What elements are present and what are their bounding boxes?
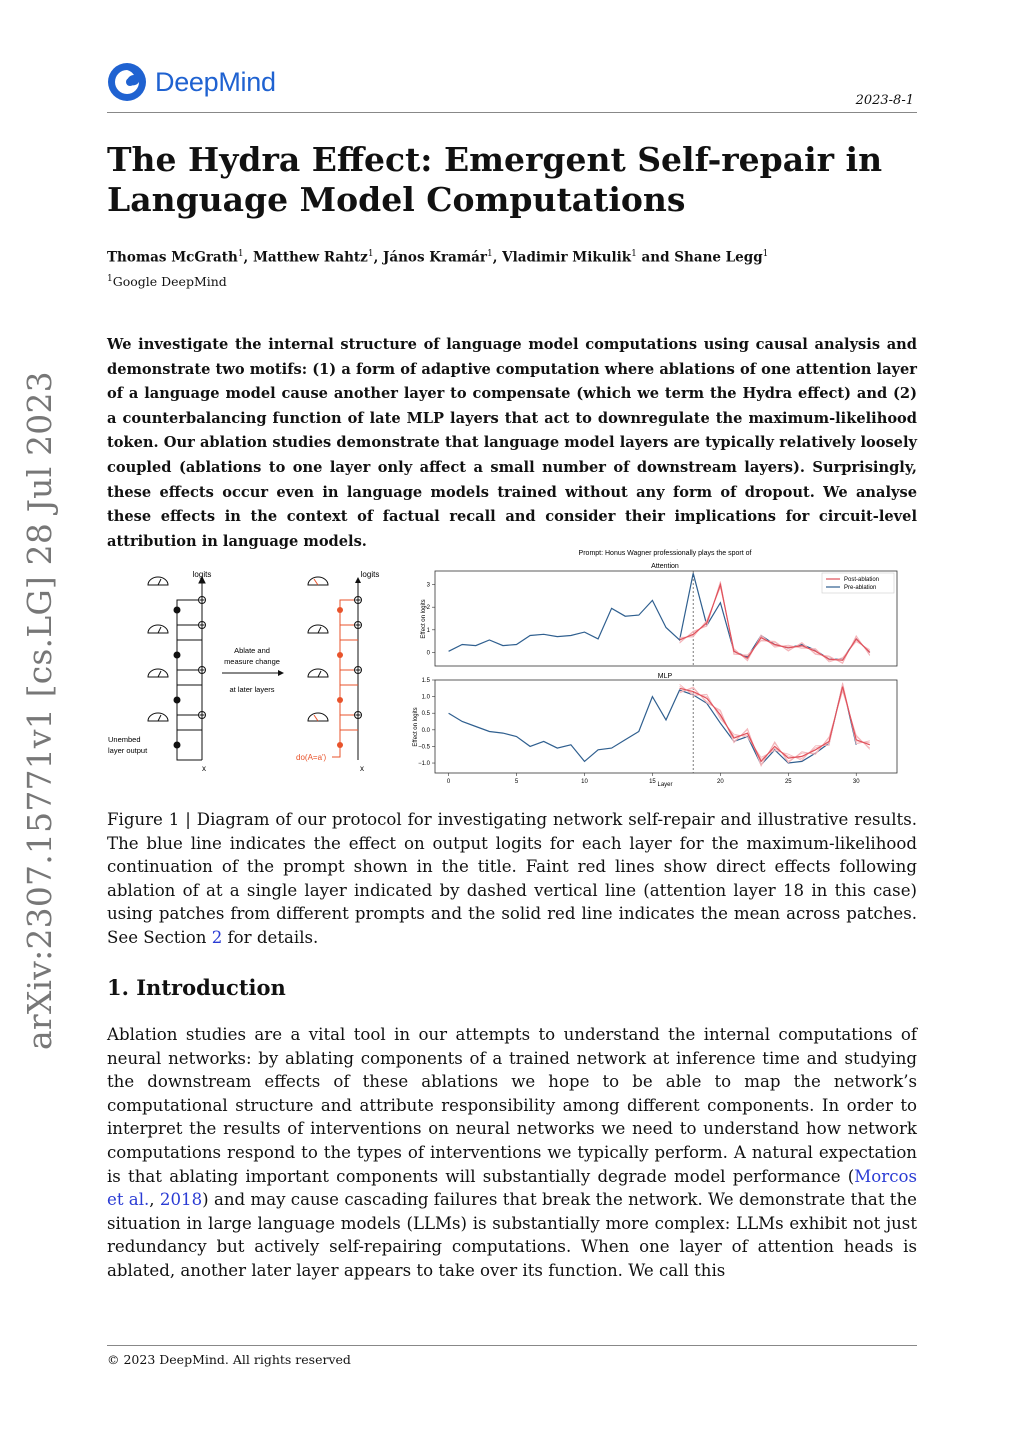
attention-ytick-label: 0	[426, 650, 430, 657]
unembed-label: Unembed	[108, 735, 141, 744]
author: Thomas McGrath	[107, 249, 238, 266]
mlp-xtick-label: 30	[852, 779, 860, 785]
attention-ytick-label: 1	[426, 627, 430, 634]
brand-name: DeepMind	[155, 66, 276, 97]
author: Vladimir Mikulik	[502, 249, 632, 266]
author: Matthew Rahtz	[252, 249, 368, 266]
attention-post-ablation-patch-line	[680, 587, 870, 662]
arxiv-identifier: arXiv:2307.15771v1 [cs.LG] 28 Jul 2023	[20, 371, 59, 1050]
figure-1	[100, 545, 920, 790]
mlp-xtick-label: 20	[717, 779, 724, 785]
mlp-xlabel: Layer	[657, 782, 673, 788]
deepmind-logo-icon	[107, 62, 147, 102]
legend-pre-ablation: Pre-ablation	[844, 585, 877, 591]
publication-date: 2023-8-1	[855, 93, 914, 108]
figure-caption: Figure 1 | Diagram of our protocol for investigating network self-repair and illustrative results. The blue line indicates the effect on output logits for each layer for the maximum-likelihood continuation of the prompt shown in the title. Faint red lines show direct effects following ablation of at a single layer indicated by dashed vertical line (attention layer 18 in this case) using patches from different prompts and the solid red line indicates the mean across patches. See Section 2 for details.	[107, 810, 917, 947]
attention-ylabel: Effect on logits	[421, 599, 427, 639]
mlp-ytick-label: 1.0	[421, 694, 430, 701]
plus-node	[199, 622, 206, 629]
diagram-x-right: x	[360, 764, 364, 773]
plot-title: Prompt: Honus Wagner professionally plays the sport of	[578, 550, 752, 557]
author: János Kramár	[382, 249, 487, 266]
section-heading: 1. Introduction	[107, 975, 286, 1000]
introduction-paragraph: Ablation studies are a vital tool in our attempts to understand the internal computations of neural networks: by ablating components of a trained network at inference time and studying the downstream effects of these ablations we hope to be able to map the network’s computational structure and attribute responsibility among different components. In order to interpret the results of interventions on neural networks we need to understand how network computations respond to the types of interventions we typically perform. A natural expectation is that ablating important components will substantially degrade model performance (Morcos et al., 2018) and may cause cascading failures that break the network. We demonstrate that the situation in large language models (LLMs) is substantially more complex: LLMs exhibit not just redundancy but actively self-repairing computations. When one layer of attention heads is ablated, another later layer appears to take over its function. We call this	[107, 1025, 917, 1280]
unembed-label-2: layer output	[108, 746, 148, 755]
mlp-xtick-label: 5	[514, 779, 519, 785]
arrow-label-1: Ablate and	[234, 646, 270, 655]
plus-node	[199, 667, 206, 674]
gauge-icon	[148, 577, 168, 585]
mlp-ytick-label: 0.5	[421, 711, 430, 718]
plus-node	[199, 712, 206, 719]
mlp-ytick-label: −1.0	[418, 761, 430, 768]
header-divider	[107, 112, 917, 113]
mlp-xtick-label: 25	[784, 779, 792, 785]
legend-post-ablation: Post-ablation	[844, 577, 880, 583]
copyright-notice: © 2023 DeepMind. All rights reserved	[107, 1352, 351, 1367]
gauge-icon	[148, 625, 168, 633]
mlp-xtick-label: 0	[446, 779, 451, 785]
affiliation: $^1$Google DeepMind	[107, 274, 227, 290]
attention-plot	[427, 571, 870, 666]
gauge-icon	[148, 713, 168, 721]
abstract: We investigate the internal structure of language model computations using causal analysis and demonstrate two motifs: (1) a form of adaptive computation where ablations of one attention layer of a language model cause another layer to compensate (which we term the Hydra effect) and (2) a counterbalancing function of late MLP layers that act to downregulate the maximum-likelihood token. Our ablation studies demonstrate that language model layers are typically relatively loosely coupled (ablations to one layer only affect a small number of downstream layers). Surprisingly, these effects occur even in language models trained without any form of dropout. We analyse these effects in the context of factual recall and consider their implications for circuit-level attribution in language models.	[107, 336, 917, 550]
mlp-plot	[418, 678, 870, 785]
gauge-icon	[308, 625, 328, 633]
citation-link[interactable]: Morcos et al.	[107, 1166, 917, 1210]
diagram-logits-left: logits	[192, 570, 212, 579]
paper-title: The Hydra Effect: Emergent Self-repair in Language Model Computations	[107, 140, 883, 219]
plus-node	[199, 597, 206, 604]
mlp-ytick-label: −0.5	[418, 744, 430, 751]
mlp-ytick-label: 1.5	[421, 678, 430, 684]
gauge-icon	[148, 669, 168, 677]
mlp-xtick-label: 15	[649, 779, 656, 785]
citation-year-link[interactable]: 2018	[159, 1190, 203, 1210]
section-link[interactable]: 2	[211, 927, 223, 947]
diagram-x-left: x	[202, 764, 206, 773]
gauge-icon	[308, 577, 328, 585]
gauge-icon	[308, 669, 328, 677]
deepmind-logo	[107, 62, 276, 102]
arrow-label-3: at later layers	[229, 685, 275, 694]
plot-legend	[822, 573, 894, 593]
attention-ytick-label: 3	[426, 582, 430, 589]
figure-1-graphic	[100, 545, 920, 790]
mlp-ytick-label: 0.0	[421, 727, 430, 734]
gauge-icon	[308, 713, 328, 721]
arrow-label-2: measure change	[224, 657, 280, 666]
attention-panel-title: Attention	[651, 563, 679, 570]
mlp-ylabel: Effect on logits	[413, 707, 419, 747]
attention-post-ablation-patch-line	[680, 581, 870, 663]
author-list: Thomas McGrath$^1$, Matthew Rahtz$^1$, János Kramár$^1$, Vladimir Mikulik$^1$ and Shane Legg$^1$	[107, 249, 769, 266]
mlp-pre-ablation-line	[449, 685, 857, 765]
footer-divider	[107, 1345, 917, 1346]
do-intervention-label: do(A=a')	[296, 753, 327, 762]
mlp-xtick-label: 10	[581, 779, 588, 785]
diagram-ablated	[308, 577, 362, 760]
diagram-clean	[148, 577, 206, 760]
attention-ytick-label: 2	[426, 605, 430, 612]
diagram-logits-right: logits	[360, 570, 380, 579]
mlp-panel-title: MLP	[657, 673, 673, 680]
mlp-panel-frame	[435, 680, 897, 773]
author: Shane Legg	[674, 249, 763, 266]
